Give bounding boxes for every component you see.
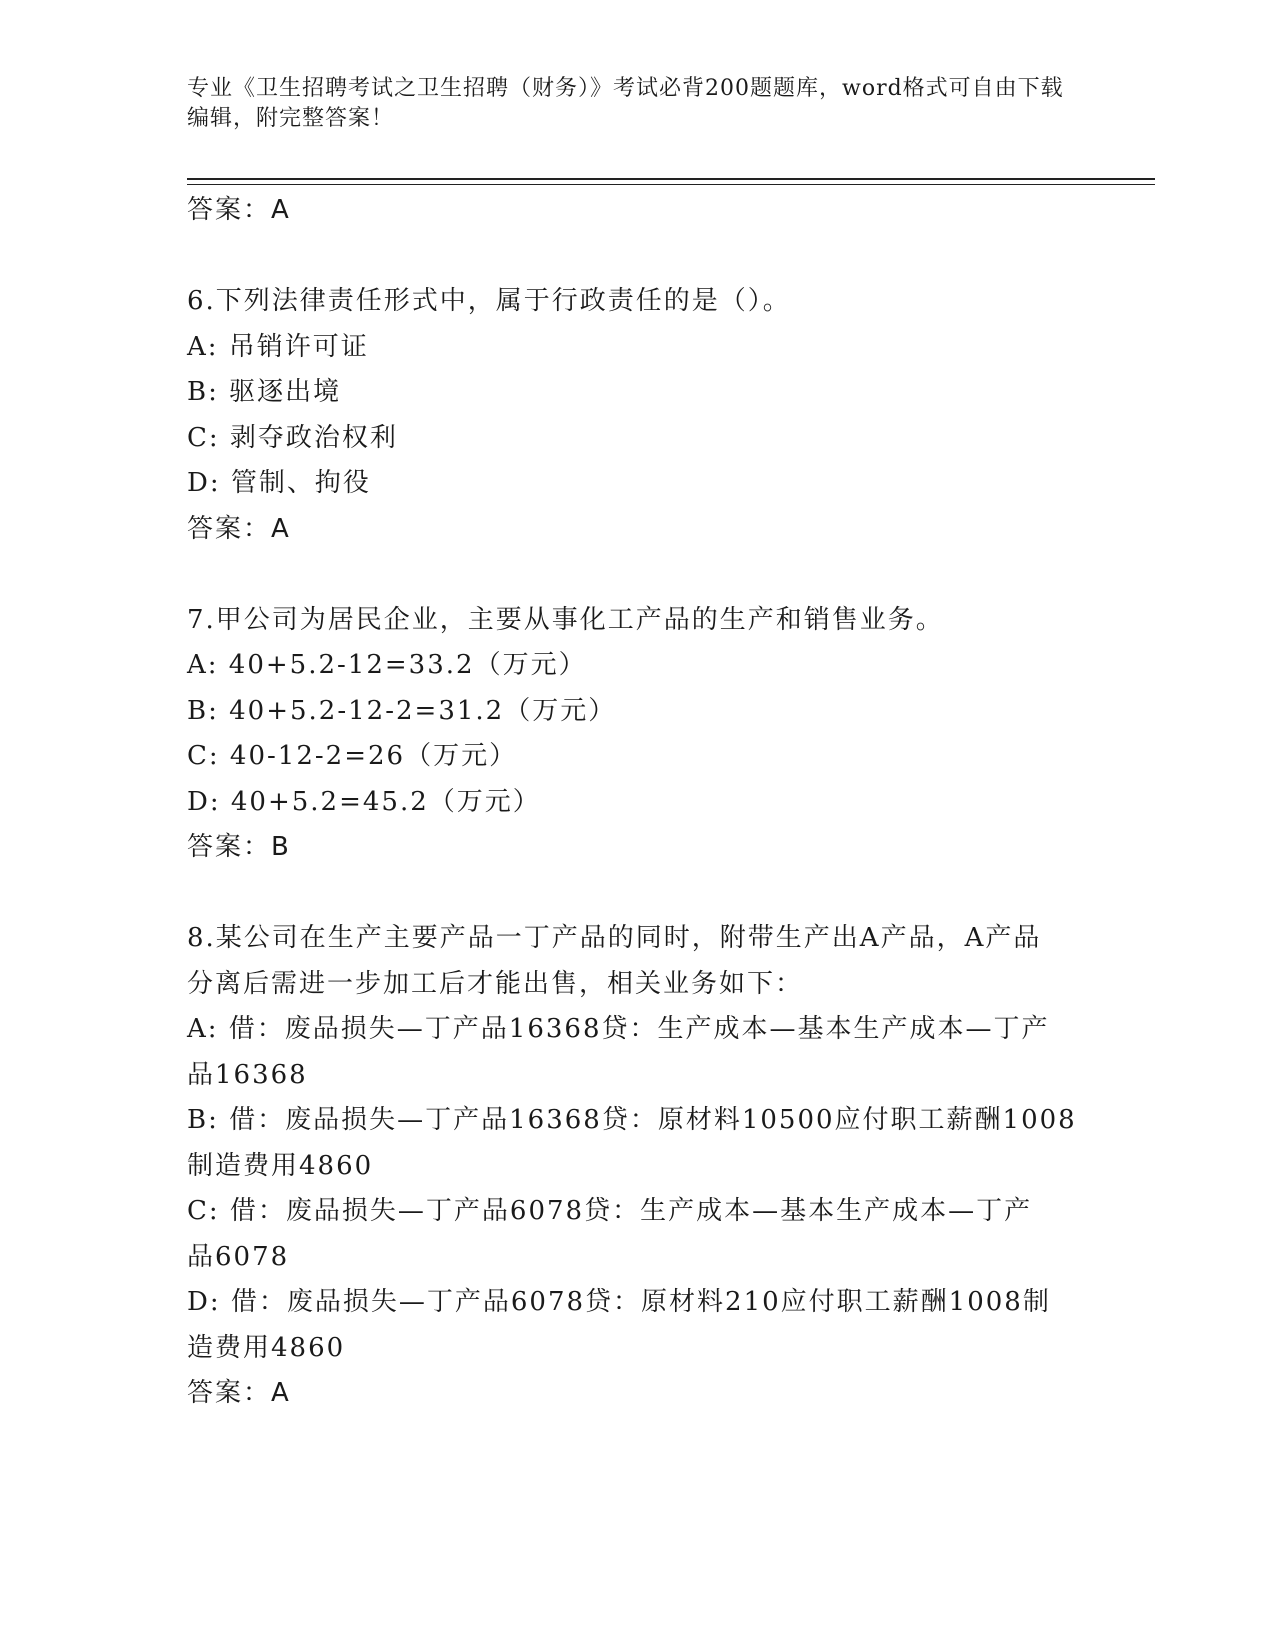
option-c: C: 剥夺政治权利 bbox=[187, 422, 398, 453]
option-b: B: 借：废品损失—丁产品16368贷：原材料10500应付职工薪酬1008 bbox=[187, 1105, 1077, 1135]
option-d: D: 管制、拘役 bbox=[187, 468, 371, 498]
question-stem-line-1: 8.某公司在生产主要产品一丁产品的同时，附带生产出A产品，A产品 bbox=[187, 923, 1042, 953]
header-rule-thick bbox=[187, 178, 1155, 180]
option-c: C: 借：废品损失—丁产品6078贷：生产成本—基本生产成本—丁产 bbox=[187, 1196, 1033, 1226]
document-body bbox=[187, 188, 1087, 1417]
option-b-continued: 制造费用4860 bbox=[187, 1150, 374, 1181]
option-a-continued: 品16368 bbox=[187, 1059, 308, 1090]
spacer bbox=[187, 234, 1087, 280]
spacer bbox=[187, 871, 1087, 917]
question-stem: 7.甲公司为居民企业，主要从事化工产品的生产和销售业务。 bbox=[187, 604, 944, 635]
option-a: A: 吊销许可证 bbox=[187, 331, 369, 362]
question-stem-line-2: 分离后需进一步加工后才能出售，相关业务如下： bbox=[187, 968, 804, 999]
answer-line: 答案：A bbox=[187, 1378, 291, 1408]
question-8 bbox=[187, 916, 1087, 1417]
option-d: D: 40+5.2=45.2（万元） bbox=[187, 786, 541, 817]
option-c-continued: 品6078 bbox=[187, 1241, 290, 1272]
option-d: D: 借：废品损失—丁产品6078贷：原材料210应付职工薪酬1008制 bbox=[187, 1287, 1051, 1317]
question-7 bbox=[187, 598, 1087, 871]
answer-line: 答案：A bbox=[187, 513, 291, 544]
question-6 bbox=[187, 279, 1087, 552]
option-a: A: 借：废品损失—丁产品16368贷：生产成本—基本生产成本—丁产 bbox=[187, 1014, 1050, 1044]
option-c: C: 40-12-2=26（万元） bbox=[187, 741, 518, 771]
document-header: 专业《卫生招聘考试之卫生招聘（财务）》考试必背200题题库，word格式可自由下载编辑，附完整答案！ bbox=[187, 76, 1064, 131]
option-b: B: 40+5.2-12-2=31.2（万元） bbox=[187, 695, 617, 726]
option-a: A: 40+5.2-12=33.2（万元） bbox=[187, 650, 587, 680]
question-stem: 6.下列法律责任形式中，属于行政责任的是（）。 bbox=[187, 286, 791, 316]
header-rule-thin bbox=[187, 184, 1155, 185]
spacer bbox=[187, 552, 1087, 598]
option-b: B: 驱逐出境 bbox=[187, 377, 342, 407]
answer-line: 答案：A bbox=[187, 195, 291, 225]
option-d-continued: 造费用4860 bbox=[187, 1332, 346, 1363]
answer-line: 答案：B bbox=[187, 832, 291, 862]
